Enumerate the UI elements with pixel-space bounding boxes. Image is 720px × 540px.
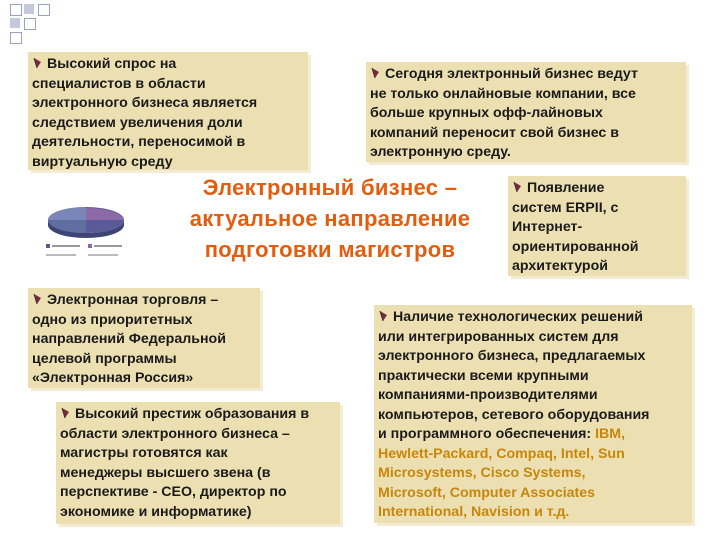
pen-bullet-icon	[32, 57, 43, 69]
today-text: Сегодня электронный бизнес ведут не только онлайновые компании, все больше крупных офф-лайновых компаний переносит свой бизнес в электронную среду.	[370, 66, 638, 160]
tech-companies: IBM, Hewlett-Packard, Compaq, Intel, Sun Microsystems, Cisco Systems, Microsoft, Computer Associates International, Navision и т.д.	[378, 426, 626, 520]
pen-bullet-icon	[512, 181, 523, 193]
demand-text: Высокий спрос на специалистов в области электронного бизнеса является следствием увеличения доли деятельности, переносимой в виртуальную среду	[32, 56, 258, 170]
tech-text: Наличие технологических решений или интегрированных систем для электронного бизнеса, предлагаемых практически всеми крупными компаниями-производителями компьютеров, сетевого оборудования и программного обеспечения:	[378, 309, 650, 442]
trade-text: Электронная торговля – одно из приоритетных направлений Федеральной целевой программы «Электронная Россия»	[32, 292, 226, 386]
pen-bullet-icon	[370, 67, 381, 79]
pie-chart-icon	[28, 182, 148, 274]
trade-box	[28, 288, 260, 388]
demand-box	[28, 52, 308, 170]
pen-bullet-icon	[378, 310, 389, 322]
prestige-box	[56, 402, 340, 524]
prestige-text: Высокий престиж образования в области электронного бизнеса – магистры готовятся как менеджеры высшего звена (в перспективе - СЕО, директор по экономике и информатике)	[60, 406, 310, 520]
decorative-squares-icon	[0, 0, 70, 50]
tech-box	[374, 305, 692, 523]
erp-box	[508, 176, 686, 276]
erp-text: Появление систем ERPII, с Интернет- ориентированной архитектурой	[512, 180, 639, 274]
page-title: Электронный бизнес – актуальное направление подготовки магистров	[189, 175, 471, 262]
pen-bullet-icon	[60, 407, 71, 419]
pen-bullet-icon	[32, 293, 43, 305]
today-box	[366, 62, 686, 162]
